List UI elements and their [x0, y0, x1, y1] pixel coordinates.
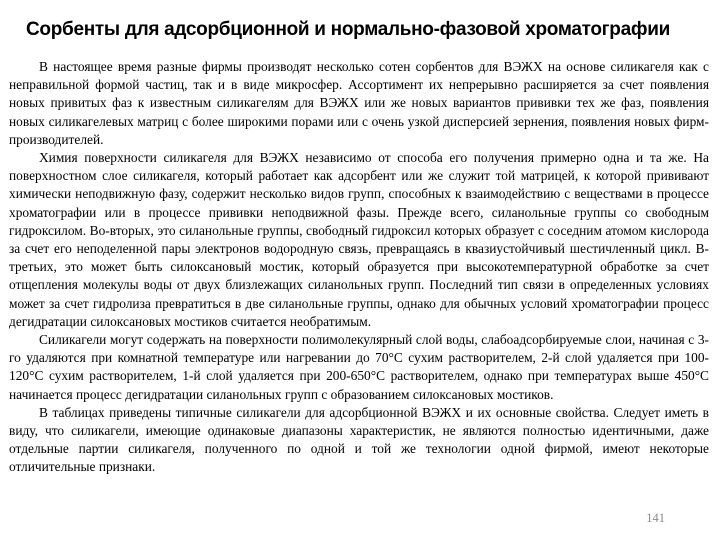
slide-body — [9, 58, 709, 477]
page-number: 141 — [646, 511, 665, 525]
slide-title: Сорбенты для адсорбционной и нормально-фазовой хроматографии — [26, 19, 670, 40]
body-paragraph-1: В настоящее время разные фирмы производят несколько сотен сорбентов для ВЭЖХ на основе силикагеля как с неправильной формой частиц, так и в виде микросфер. Ассортимент их непрерывно расширяется за счет появления новых привитых фаз к известным силикагелям для ВЭЖХ или же новых вариантов прививки тех же фаз, появления новых силикагелевых матриц с более широкими порами или с очень узкой дисперсией зернения, появления новых фирм-производителей. — [9, 59, 709, 147]
body-paragraph-4: В таблицах приведены типичные силикагели для адсорбционной ВЭЖХ и их основные свойства. Следует иметь в виду, что силикагели, имеющие одинаковые диапазоны характеристик, не являются полностью идентичными, даже отдельные партии силикагеля, полученного по одной и той же технологии одной фирмой, имеют некоторые отличительные признаки. — [9, 404, 709, 475]
body-paragraph-3: Силикагели могут содержать на поверхности полимолекулярный слой воды, слабоадсорбируемые слои, начиная с 3-го удаляются при комнатной температуре или нагревании до 70°С сухим растворителем, 2-й слой удаляется при 100-120°С сухим растворителем, 1-й слой удаляется при 200-650°С растворителем, однако при температурах выше 450°С начинается процесс дегидратации силанольных групп с образованием силоксановых мостиков. — [9, 332, 709, 402]
body-paragraph-2: Химия поверхности силикагеля для ВЭЖХ независимо от способа его получения примерно одна и та же. На поверхностном слое силикагеля, который работает как адсорбент или же служит той матрицей, к которой прививают химически неподвижную фазу, содержит несколько видов групп, способных к взаимодействию с веществами в процессе хроматографии или в процессе прививки неподвижной фазы. Прежде всего, силанольные группы со свободным гидроксилом. Во-вторых, это силанольные группы, свободный гидроксил которых образует с соседним атомом кислорода за счет его неподеленной пары электронов водородную связь, превращаясь в квазиустойчивый шестичленный цикл. В-третьих, это может быть силоксановый мостик, который образуется при высокотемпературной обработке за счет отщепления молекулы воды от двух близлежащих силанольных групп. Последний тип связи в определенных условиях может за счет гидролиза превратиться в две силанольные группы, однако для обычных условий хроматографии процесс дегидратации силоксановых мостиков считается необратимым. — [9, 150, 709, 329]
